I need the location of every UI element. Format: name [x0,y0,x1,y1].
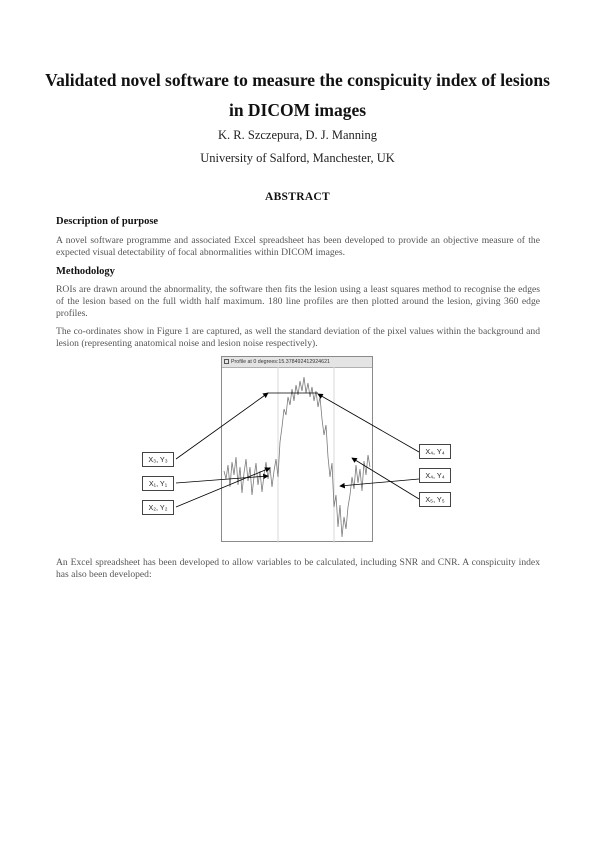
paper-title-line-1: Validated novel software to measure the conspicuity index of lesions [45,70,550,90]
profile-window-title: Profile at 0 degrees:15.378492412924621 [231,359,330,365]
label-x3y3: X₃, Y₃ [142,452,174,467]
window-icon [224,359,229,364]
methodology-paragraph-3: An Excel spreadsheet has been developed to allow variables to be calculated, including SNR and CNR. A conspicuity index has also been developed: [56,557,540,580]
methodology-paragraph-2: The co-ordinates show in Figure 1 are captured, as well the standard deviation of the pixel values within the background and lesion (representing anatomical noise and lesion noise respectively). [56,326,540,349]
label-x2y2: X₂, Y₂ [142,500,174,515]
affiliation: University of Salford, Manchester, UK [200,151,395,165]
profile-plot [222,367,372,543]
authors: K. R. Szczepura, D. J. Manning [218,128,377,142]
profile-curve [224,377,370,537]
label-x1y1: X₁, Y₁ [142,476,174,491]
methodology-paragraph-1: ROIs are drawn around the abnormality, the software then fits the lesion using a least squares method to recognise the edges of the lesion based on the full width half maximum. 180 line profiles are then plotted around the lesion, giving 360 edge profiles. [56,284,540,319]
purpose-paragraph: A novel software programme and associated Excel spreadsheet has been developed to provide an objective measure of the expected visual detectability of focal abnormalities within DICOM images. [56,235,540,258]
label-x5y5: X₅, Y₅ [419,492,451,507]
paper-title-line-2: in DICOM images [228,100,367,120]
profile-window [221,356,373,542]
abstract-heading: ABSTRACT [264,191,331,203]
section-heading-methodology: Methodology [56,266,115,277]
label-x4y4-top: X₄, Y₄ [419,444,451,459]
section-heading-purpose: Description of purpose [56,216,159,227]
label-x4y4-mid: X₄, Y₄ [419,468,451,483]
